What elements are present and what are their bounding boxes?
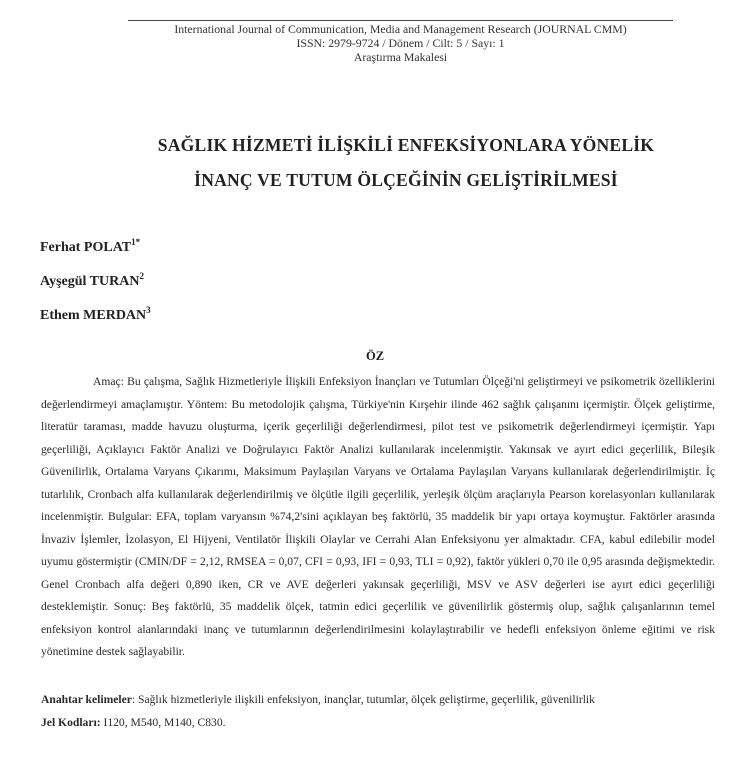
title-line-1: SAĞLIK HİZMETİ İLİŞKİLİ ENFEKSİYONLARA YÖNELİK	[157, 135, 655, 155]
jel-label: Jel Kodları:	[41, 716, 101, 729]
author-1	[40, 228, 151, 262]
title-line-2: İNANÇ VE TUTUM ÖLÇEĞİNİN GELİŞTİRİLMESİ	[194, 170, 618, 190]
journal-issn: ISSN: 2979-9724 / Dönem / Cilt: 5 / Sayı: 1	[296, 36, 505, 50]
keywords	[41, 689, 715, 712]
journal-name: International Journal of Communication, Media and Management Research (JOURNAL CMM)	[174, 22, 627, 36]
author-affiliation: 1*	[131, 237, 141, 247]
author-2	[40, 262, 151, 296]
keywords-label: Anahtar kelimeler	[41, 693, 132, 706]
abstract-heading: ÖZ	[365, 349, 385, 363]
article-type: Araştırma Makalesi	[353, 50, 448, 64]
jel-text: I120, M540, M140, C830.	[100, 716, 226, 729]
author-name: Ethem MERDAN	[40, 308, 147, 323]
abstract-text: Amaç: Bu çalışma, Sağlık Hizmetleriyle İlişkili Enfeksiyon İnançları ve Tutumları Ölçeği'ni geliştirmeyi ve psikometrik özelliklerini değerlendirmeyi amaçlamıştır. Yöntem: Bu metodolojik çalışma, Türkiye'nin Kırşehir ilinde 462 sağlık çalışanını içermiştir. Ölçek geliştirme, literatür taraması, madde havuzu oluşturma, içerik geçerliliği değerlendirmesi, pilot test ve psikometrik değerlendirmeyi içermiştir. Yapı geçerliliği, Açıklayıcı Faktör Analizi ve Doğrulayıcı Faktör Analizi kullanılarak incelenmiştir. Yakınsak ve ayırt edici geçerlilik, Bileşik Güvenilirlik, Ortalama Varyans Çıkarımı, Maksimum Paylaşılan Varyans ve Ortalama Paylaşılan Varyans kullanılarak değerlendirilmiştir. İç tutarlılık, Cronbach alfa kullanılarak değerlendirilmiş ve ölçütle ilgili geçerlilik, yerleşik ölçüm araçlarıyla Pearson korelasyonları kullanılarak incelenmiştir. Bulgular: EFA, toplam varyansın %74,2'sini açıklayan beş faktörlü, 35 maddelik bir yapı ortaya koymuştur. Faktörler arasında İnvaziv İşlemler, İzolasyon, El Hijyeni, Ventilatör İlişkili Olaylar ve Cerrahi Alan Enfeksiyonu yer almaktadır. CFA, kabul edilebilir model uyumu göstermiştir (CMIN/DF = 2,12, RMSEA = 0,07, CFI = 0,93, IFI = 0,93, TLI = 0,92), faktör yükleri 0,70 ile 0,95 arasında değişmektedir. Genel Cronbach alfa değeri 0,890 iken, CR ve AVE değerleri yakınsak geçerliliği, MSV ve ASV değerleri ise ayırt edici geçerliliği desteklemiştir. Sonuç: Beş faktörlü, 35 maddelik ölçek, tatmin edici geçerlilik ve güvenilirlik göstermiş olup, sağlık çalışanlarının temel enfeksiyon kontrol alanlarındaki inanç ve tutumlarının değerlendirilmesini kolaylaştırabilir ve hedefli enfeksiyon önleme eğitimi ve risk yönetimine destek sağlayabilir.	[41, 375, 715, 658]
jel-codes	[41, 712, 715, 735]
journal-header	[128, 20, 673, 64]
author-affiliation: 3	[146, 305, 151, 315]
author-list	[40, 228, 151, 330]
author-3	[40, 296, 151, 330]
author-name: Ayşegül TURAN	[40, 274, 140, 289]
author-name: Ferhat POLAT	[40, 240, 132, 255]
keywords-text: : Sağlık hizmetleriyle ilişkili enfeksiyon, inançlar, tutumlar, ölçek geliştirme, geçerlilik, güvenilirlik	[131, 693, 595, 706]
author-affiliation: 2	[139, 271, 144, 281]
paper-title	[96, 128, 716, 198]
